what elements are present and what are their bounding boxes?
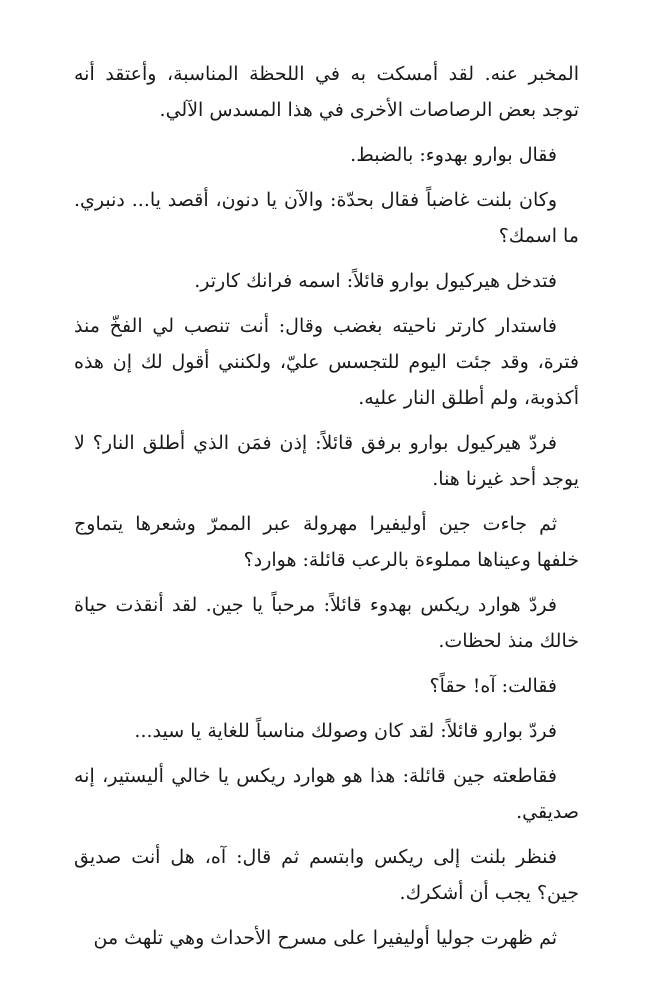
paragraph-7: ثم جاءت جين أوليفيرا مهرولة عبر الممرّ وشعرها يتماوج خلفها وعيناها مملوءة بالرعب قائلة: هوارد؟ <box>74 513 579 571</box>
paragraph-10: فردّ بوارو قائلاً: لقد كان وصولك مناسباً للغاية يا سيد... <box>134 720 557 742</box>
paragraph-6: فردّ هيركيول بوارو برفق قائلاً: إذن فمَن الذي أطلق النار؟ لا يوجد أحد غيرنا هنا. <box>74 432 579 490</box>
paragraph-13: ثم ظهرت جوليا أوليفيرا على مسرح الأحداث وهي تلهث من <box>93 927 557 949</box>
paragraph-11: فقاطعته جين قائلة: هذا هو هوارد ريكس يا خالي أليستير، إنه صديقي. <box>74 765 579 823</box>
page-body-text <box>74 56 579 965</box>
paragraph-5: فاستدار كارتر ناحيته بغضب وقال: أنت تنصب لي الفخّ منذ فترة، وقد جئت اليوم للتجسس عليّ، ولكنني أقول لك إن هذه أكذوبة، ولم أطلق النار عليه. <box>74 315 579 409</box>
paragraph-4: فتدخل هيركيول بوارو قائلاً: اسمه فرانك كارتر. <box>194 270 557 292</box>
paragraph-9: فقالت: آه! حقاً؟ <box>429 675 557 697</box>
paragraph-3: وكان بلنت غاضباً فقال بحدّة: والآن يا دنون، أقصد يا... دنبري. ما اسمك؟ <box>74 189 579 247</box>
paragraph-1: المخبر عنه. لقد أمسكت به في اللحظة المناسبة، وأعتقد أنه توجد بعض الرصاصات الأخرى في هذا المسدس الآلي. <box>74 63 579 121</box>
paragraph-8: فردّ هوارد ريكس بهدوء قائلاً: مرحباً يا جين. لقد أنقذت حياة خالك منذ لحظات. <box>74 594 579 652</box>
paragraph-2: فقال بوارو بهدوء: بالضبط. <box>350 144 557 166</box>
paragraph-12: فنظر بلنت إلى ريكس وابتسم ثم قال: آه، هل أنت صديق جين؟ يجب أن أشكرك. <box>74 846 579 904</box>
